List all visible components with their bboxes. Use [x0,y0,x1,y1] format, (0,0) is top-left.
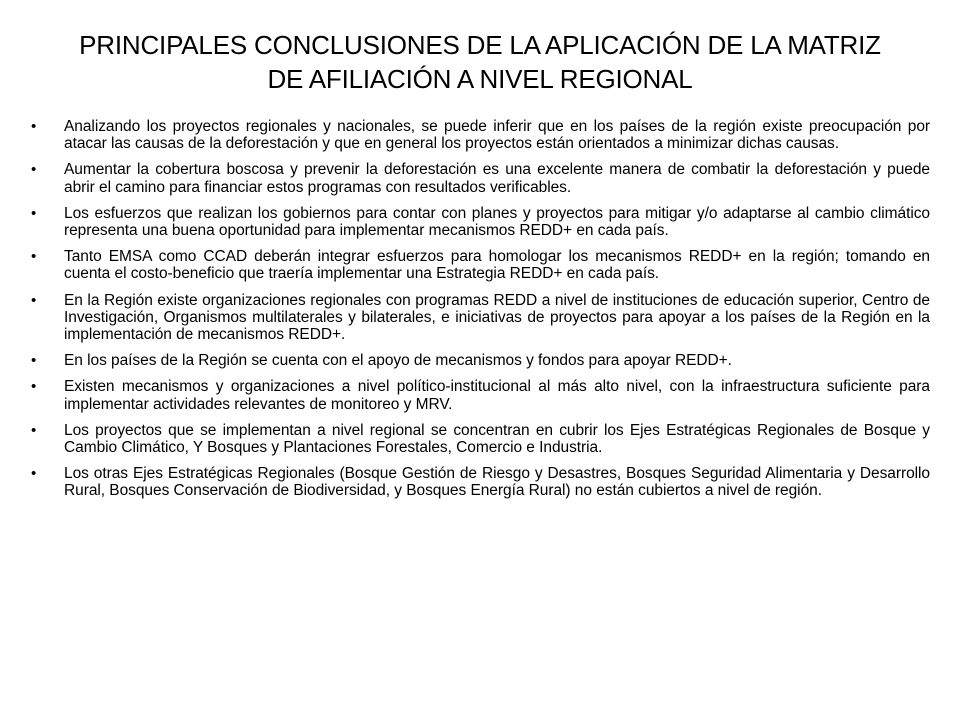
bullet-point-icon: • [31,421,37,439]
slide-title [48,28,912,96]
bullet-point-icon: • [31,291,37,309]
bullet-point-icon: • [31,161,37,179]
bullet-point-icon: • [31,248,37,266]
bullet-text: Los proyectos que se implementan a nivel regional se concentran en cubrir los Ejes Estratégicas Regionales de Bosque y Cambio Climático, Y Bosques y Plantaciones Forestales, Comercio e Industria. [64,421,930,457]
bullet-item [30,205,930,239]
bullet-point-icon: • [31,378,37,396]
bullet-text: Tanto EMSA como CCAD deberán integrar esfuerzos para homologar los mecanismos REDD+ en la región; tomando en cuenta el costo-beneficio que traería implementar una Estrategia REDD+ en cada país. [64,248,930,283]
bullet-point-icon: • [31,352,37,370]
bullet-point-icon: • [31,465,37,483]
slide-title-line-2: DE AFILIACIÓN A NIVEL REGIONAL [267,64,693,94]
bullet-list [30,118,930,509]
bullet-item [30,352,930,369]
bullet-item [30,118,930,152]
bullet-point-icon: • [31,118,37,135]
bullet-item [30,422,930,456]
bullet-text: En los países de la Región se cuenta con el apoyo de mecanismos y fondos para apoyar REDD+. [64,352,732,370]
bullet-text: Analizando los proyectos regionales y nacionales, se puede inferir que en los países de la región existe preocupación por atacar las causas de la deforestación y que en general los proyectos están orientados a minimizar dichas causas. [64,118,930,153]
bullet-item [30,248,930,282]
bullet-text: Existen mecanismos y organizaciones a nivel político-institucional al más alto nivel, con la infraestructura suficiente para implementar actividades relevantes de monitoreo y MRV. [64,378,930,413]
bullet-text: Los esfuerzos que realizan los gobiernos para contar con planes y proyectos para mitigar y/o adaptarse al cambio climático representa una buena oportunidad para implementar mecanismos REDD+ en cada país. [64,204,930,240]
bullet-item [30,292,930,344]
bullet-point-icon: • [31,204,37,222]
bullet-item [30,161,930,195]
bullet-text: Los otras Ejes Estratégicas Regionales (Bosque Gestión de Riesgo y Desastres, Bosques Seguridad Alimentaria y Desarrollo Rural, Bosques Conservación de Biodiversidad, y Bosques Energía Rural) no están cubiertos a nivel de región. [64,465,930,500]
bullet-item [30,465,930,499]
bullet-text: Aumentar la cobertura boscosa y prevenir la deforestación es una excelente manera de combatir la deforestación y puede abrir el camino para financiar estos programas con resultados verificables. [64,161,930,196]
bullet-text: En la Región existe organizaciones regionales con programas REDD a nivel de instituciones de educación superior, Centro de Investigación, Organismos multilaterales y bilaterales, e iniciativas de proyectos para apoyar a los países de la Región en la implementación de mecanismos REDD+. [64,291,930,344]
bullet-item [30,378,930,412]
slide-title-line-1: PRINCIPALES CONCLUSIONES DE LA APLICACIÓN DE LA MATRIZ [79,30,881,60]
